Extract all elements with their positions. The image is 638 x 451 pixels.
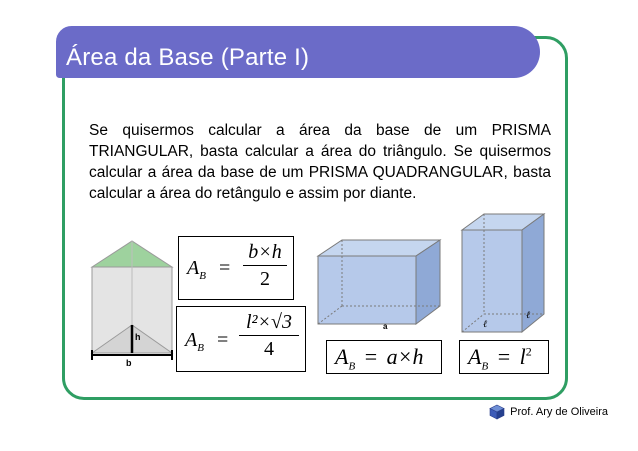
formula-subscript: B xyxy=(348,360,356,373)
formula-equilateral-area xyxy=(176,306,306,372)
formula-lhs: A xyxy=(468,344,482,369)
formula-subscript: B xyxy=(197,342,204,354)
footer-author: Prof. Ary de Oliveira xyxy=(510,406,608,418)
formula-equals: = xyxy=(218,257,231,279)
formula-denominator: 4 xyxy=(264,338,274,360)
formula-exponent: 2 xyxy=(525,344,532,359)
formula-square-area xyxy=(459,340,549,374)
square-prism-figure xyxy=(458,210,550,340)
triangle-height-label: h xyxy=(135,332,141,342)
square-left-label: ℓ xyxy=(483,319,488,330)
cube-logo-icon xyxy=(489,404,505,420)
slide-title: Área da Base (Parte I) xyxy=(66,44,310,71)
footer xyxy=(489,404,608,420)
formula-triangle-area xyxy=(178,236,294,300)
formula-lhs: A xyxy=(335,344,349,369)
formula-equals: = xyxy=(216,329,229,351)
formula-equals: = xyxy=(364,344,378,369)
fraction-bar xyxy=(239,335,299,336)
formula-denominator: 2 xyxy=(260,268,270,290)
formula-subscript: B xyxy=(199,270,206,282)
formula-equals: = xyxy=(497,344,511,369)
rectangular-prism-figure xyxy=(314,238,444,332)
slide-body-text: Se quisermos calcular a área da base de um PRISMA TRIANGULAR, basta calcular a área do triângulo. Se quisermos calcular a área da base de um PRISMA QUADRANGULAR, basta calcular a área do retângulo e assim por diante. xyxy=(89,122,551,202)
formula-numerator: l²×√3 xyxy=(245,311,293,333)
rectangle-base-label: a xyxy=(383,322,388,331)
formula-rhs: a×h xyxy=(386,344,424,369)
triangular-prism-figure xyxy=(88,237,178,365)
fraction-bar xyxy=(243,265,287,266)
formula-numerator: b×h xyxy=(248,241,282,263)
formula-rhs: l xyxy=(519,344,526,369)
triangle-base-label: b xyxy=(126,358,132,368)
formula-rectangle-area xyxy=(326,340,442,374)
formula-subscript: B xyxy=(481,360,489,373)
formula-lhs: A xyxy=(185,329,198,351)
square-right-label: ℓ xyxy=(526,310,531,321)
formula-lhs: A xyxy=(187,257,200,279)
